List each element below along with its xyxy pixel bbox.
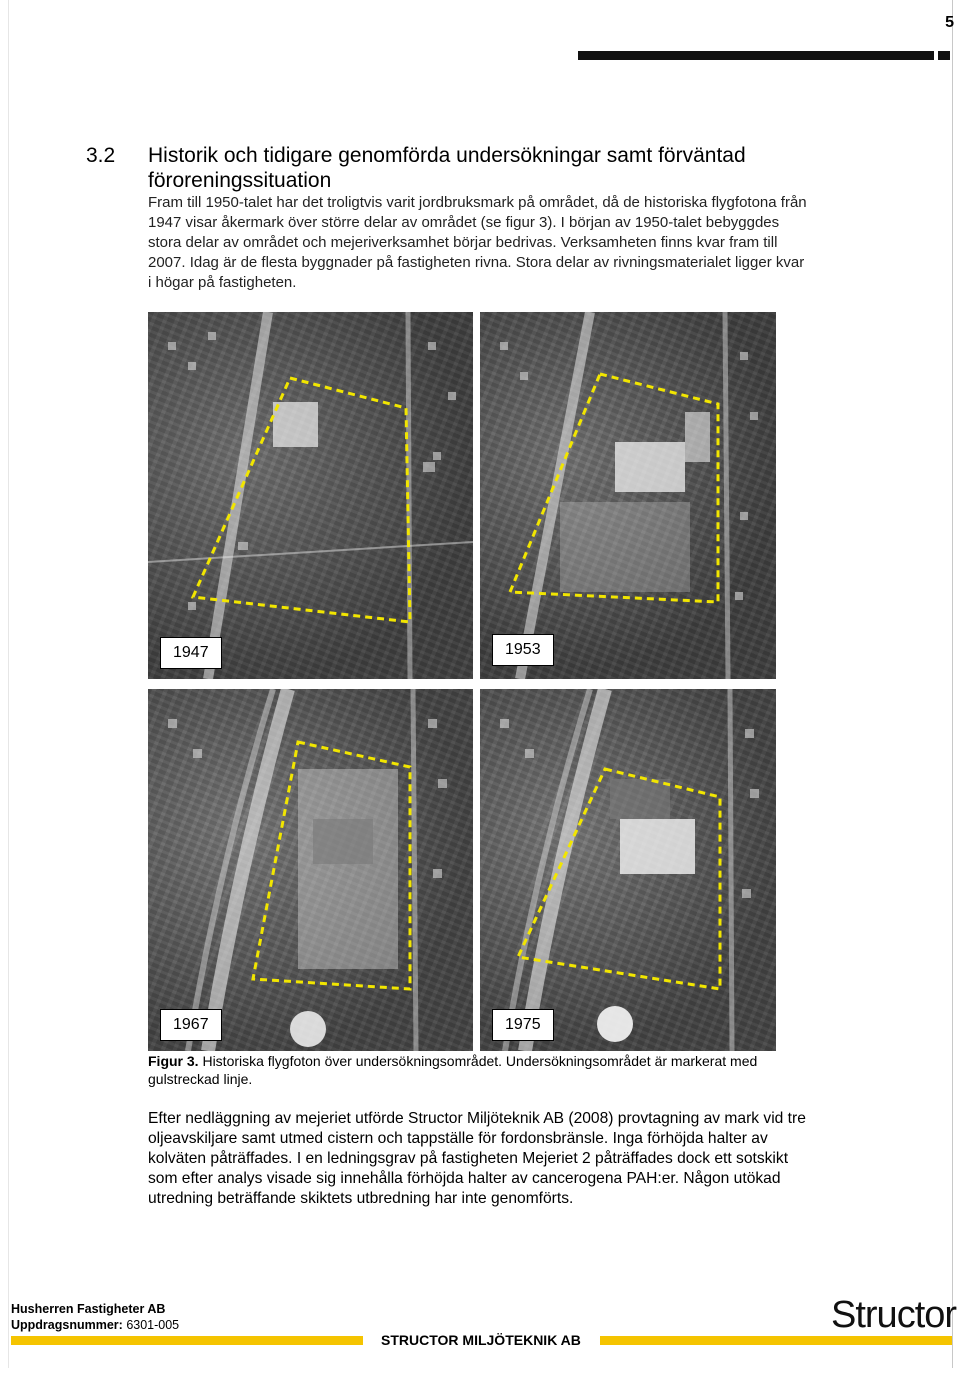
figure-caption-label: Figur 3. (148, 1053, 199, 1069)
aerial-photo-1953 (480, 312, 776, 679)
body-paragraph: Efter nedläggning av mejeriet utförde Structor Miljöteknik AB (2008) provtagning av mark vid tre oljeavskiljare samt utmed cistern och tappställe för fordonsbränsle. Inga förhöjda halter av kolväten påträffades. I en ledningsgrav på fastigheten Mejeriet 2 påträffades dock ett sotskikt som efter analys visade sig innehålla förhöjda halter av cancerogena PAH:er. Någon utökad utredning beträffande skiktets utbredning har inte genomförts. (148, 1110, 806, 1207)
year-label-1953: 1953 (492, 634, 554, 666)
footer-info (11, 1301, 179, 1333)
year-label-1967: 1967 (160, 1009, 222, 1041)
footer-order (11, 1317, 179, 1333)
footer-order-number: 6301-005 (126, 1318, 180, 1332)
figure-caption (148, 1052, 808, 1088)
aerial-photo-1947 (148, 312, 473, 679)
header-rule (578, 51, 950, 60)
figure-caption-text: Historiska flygfoton över undersökningsområdet. Undersökningsområdet är markerat med gulstreckad linje. (148, 1053, 758, 1087)
aerial-photo-1947-graphic (148, 312, 473, 679)
aerial-photo-1953-graphic (480, 312, 776, 679)
intro-paragraph: Fram till 1950-talet har det troligtvis varit jordbruksmark på området, då de historiska flygfotona från 1947 visar åkermark över större delar av området (se figur 3). I början av 1950-talet bebyggdes stora delar av området och mejeriverksamhet börjar bedrivas. Verksamheten finns kvar fram till 2007. Idag är de flesta byggnader på fastigheten rivna. Stora delar av rivningsmaterialet ligger kvar i högar på fastigheten. (148, 194, 807, 291)
year-label-1975: 1975 (492, 1009, 554, 1041)
footer-order-label: Uppdragsnummer: (11, 1318, 123, 1332)
page-number: 5 (945, 14, 954, 31)
structor-logo: Structor (831, 1294, 957, 1336)
section-number: 3.2 (86, 144, 116, 167)
section-title: Historik och tidigare genomförda undersökningar samt förväntad föroreningssituation (148, 144, 746, 192)
aerial-photo-1967-graphic (148, 689, 473, 1051)
footer-client: Husherren Fastigheter AB (11, 1302, 166, 1316)
footer-yellow-rule-left (11, 1336, 363, 1345)
year-label-1947: 1947 (160, 637, 222, 669)
aerial-photo-1967 (148, 689, 473, 1051)
aerial-photo-1975-graphic (480, 689, 776, 1051)
footer-yellow-rule-right (600, 1336, 952, 1345)
header-rule-gap (934, 51, 938, 60)
aerial-photo-1975 (480, 689, 776, 1051)
footer-company: STRUCTOR MILJÖTEKNIK AB (381, 1332, 581, 1348)
